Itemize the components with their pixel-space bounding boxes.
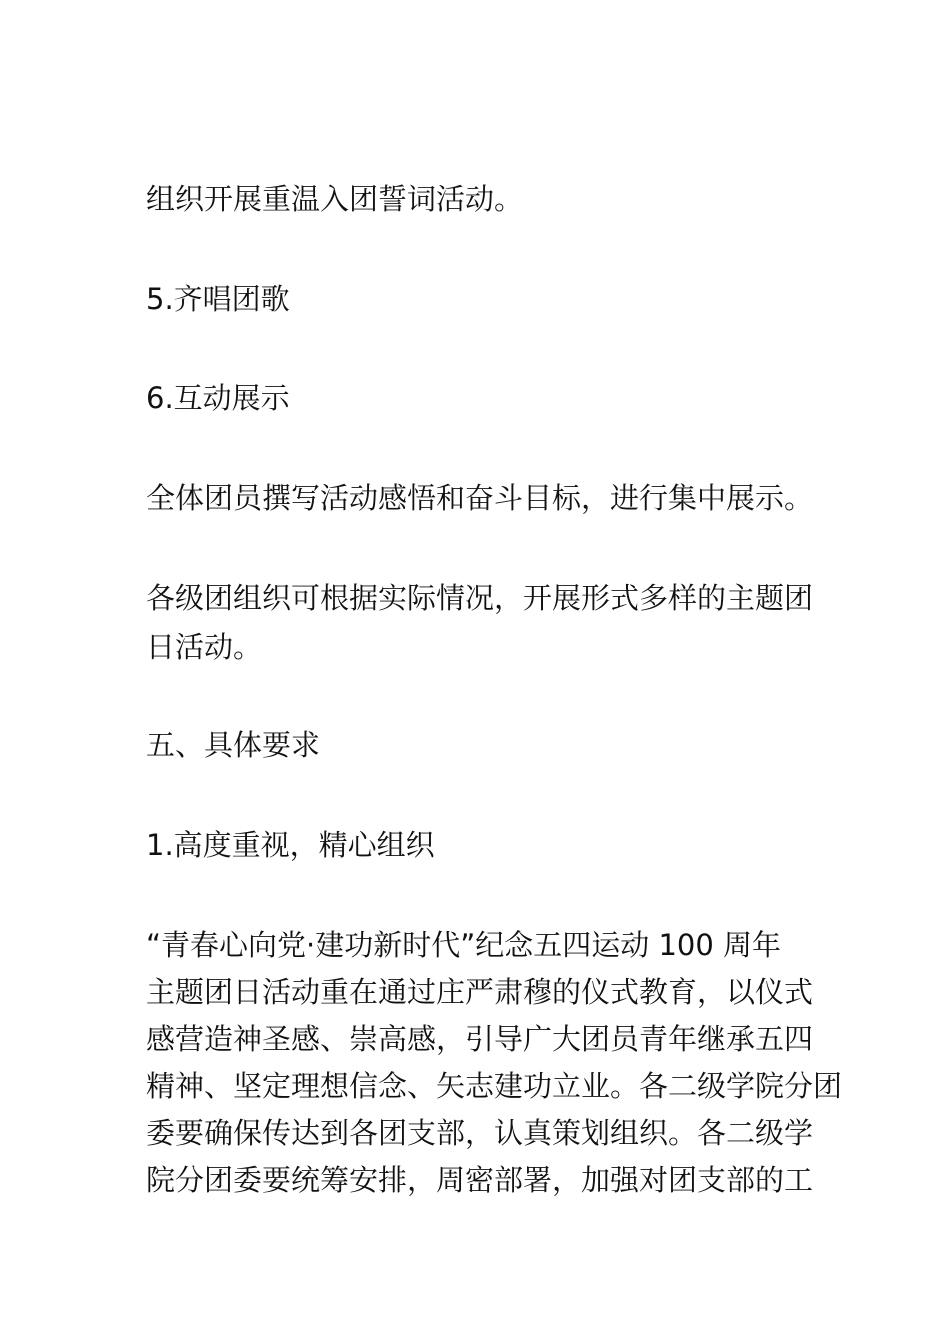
text-line: 精神、坚定理想信念、矢志建功立业。各二级学院分团 [146,1069,843,1103]
heading-interactive-display [146,374,811,423]
heading-attach-importance [146,821,811,870]
section-heading-requirements [146,721,811,770]
heading-sing-anthem [146,275,811,324]
paragraph-organizations-activities [146,574,814,672]
text-line: “青春心向党·建功新时代”纪念五四运动 100 周年 [146,928,782,962]
text-line: 5.齐唱团歌 [146,282,290,316]
text-line: 日活动。 [146,630,263,664]
text-line: 1.高度重视，精心组织 [146,828,435,862]
text-line: 各级团组织可根据实际情况，开展形式多样的主题团 [146,581,814,615]
paragraph-members-display [146,474,814,523]
text-line: 组织开展重温入团誓词活动。 [146,182,524,216]
text-line: 五、具体要求 [146,728,321,762]
text-line: 感营造神圣感、崇高感，引导广大团员青年继承五四 [146,1022,814,1056]
text-line: 6.互动展示 [146,381,290,415]
paragraph-oath-activity [146,175,811,224]
paragraph-theme-activity [146,922,843,1204]
text-line: 全体团员撰写活动感悟和奋斗目标，进行集中展示。 [146,481,814,515]
text-line: 主题团日活动重在通过庄严肃穆的仪式教育，以仪式 [146,975,814,1009]
text-line: 院分团委要统筹安排，周密部署，加强对团支部的工 [146,1163,814,1197]
text-line: 委要确保传达到各团支部，认真策划组织。各二级学 [146,1116,814,1150]
